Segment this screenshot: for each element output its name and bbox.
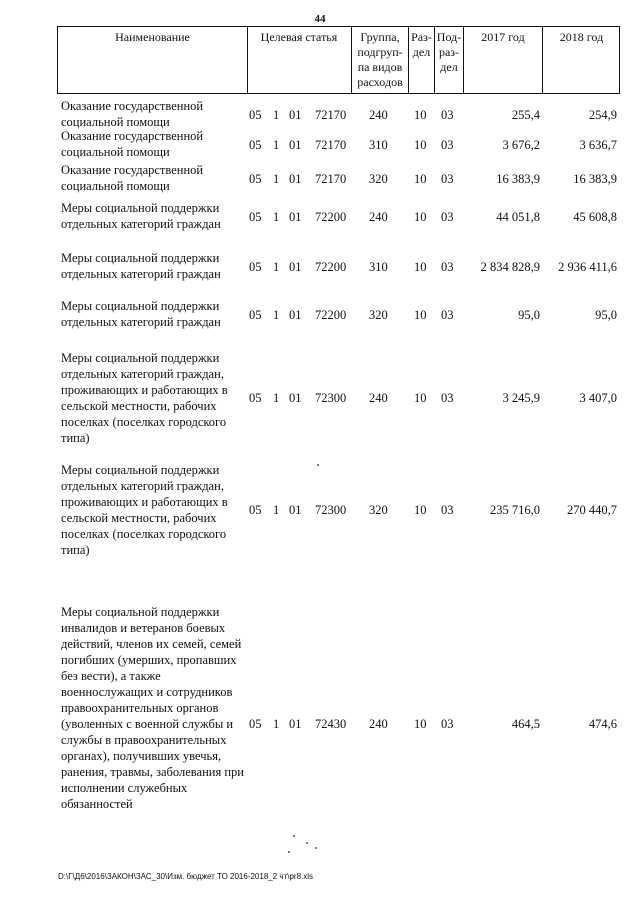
row-2017: 44 051,8 (496, 210, 540, 224)
row-subsection: 03 (441, 391, 454, 405)
row-a: 05 (249, 172, 262, 186)
row-2018: 270 440,7 (567, 503, 617, 517)
row-a: 05 (249, 108, 262, 122)
row-b: 1 (273, 308, 280, 322)
row-group: 240 (369, 717, 388, 731)
row-b: 1 (273, 210, 280, 224)
row-2017: 16 383,9 (496, 172, 540, 186)
row-a: 05 (249, 717, 262, 731)
table-row (0, 462, 640, 558)
row-section: 10 (414, 138, 427, 152)
row-a: 05 (249, 391, 262, 405)
row-section: 10 (414, 391, 427, 405)
table-row (0, 162, 640, 194)
row-name: Меры социальной поддержки отдельных категорий граждан, проживающих и работающих в сельской местности, рабочих поселках (поселках городского типа) (61, 351, 228, 445)
row-2017: 3 245,9 (502, 391, 540, 405)
table-row (0, 128, 640, 160)
row-2018: 254,9 (588, 108, 617, 122)
row-name: Меры социальной поддержки отдельных категорий граждан (61, 299, 221, 329)
row-name: Меры социальной поддержки отдельных категорий граждан (61, 251, 221, 281)
row-c: 01 (289, 108, 302, 122)
row-section: 10 (414, 308, 427, 322)
row-c: 01 (289, 138, 302, 152)
row-a: 05 (249, 138, 262, 152)
row-2018: 45 608,8 (573, 210, 617, 224)
row-c: 01 (289, 391, 302, 405)
row-section: 10 (414, 210, 427, 224)
table-row (0, 604, 640, 844)
scan-speck (288, 851, 290, 853)
row-2018: 3 407,0 (579, 391, 617, 405)
row-b: 1 (273, 503, 280, 517)
row-name: Меры социальной поддержки инвалидов и ветеранов боевых действий, членов их семей, семей погибших (умерших, пропавших без вести), а также военнослужащих и сотрудников правоохранительных органов (уволенных с военной службы и службы в правоохранительных органах), получивших увечья, ранения, травмы, заболевания при исполнении служебных обязанностей (61, 605, 244, 811)
row-group: 240 (369, 391, 388, 405)
row-2017: 3 676,2 (502, 138, 540, 152)
row-2018: 95,0 (595, 308, 617, 322)
footer-file-path: D:\Г\Д6\2016\ЗАКОН\ЗАС_30\Изм. бюджет ТО 2016-2018_2 чт\pr8.xls (58, 872, 314, 881)
row-section: 10 (414, 260, 427, 274)
row-a: 05 (249, 260, 262, 274)
row-d: 72300 (315, 503, 347, 517)
row-d: 72170 (315, 172, 347, 186)
row-b: 1 (273, 391, 280, 405)
row-c: 01 (289, 172, 302, 186)
row-group: 240 (369, 210, 388, 224)
header-group: Группа, подгруп-па видов расходов (357, 30, 403, 89)
row-2017: 235 716,0 (490, 503, 540, 517)
scan-speck (315, 847, 317, 849)
row-b: 1 (273, 172, 280, 186)
row-subsection: 03 (441, 308, 454, 322)
row-group: 320 (369, 308, 388, 322)
table-row (0, 200, 640, 234)
row-c: 01 (289, 503, 302, 517)
scan-speck (306, 842, 308, 844)
row-name: Оказание государственной социальной помощи (61, 163, 204, 193)
row-group: 240 (369, 108, 388, 122)
row-b: 1 (273, 138, 280, 152)
row-section: 10 (414, 172, 427, 186)
row-c: 01 (289, 260, 302, 274)
row-a: 05 (249, 503, 262, 517)
row-section: 10 (414, 503, 427, 517)
header-subsection: Под-раз-дел (436, 30, 462, 74)
row-name: Меры социальной поддержки отдельных категорий граждан (61, 201, 221, 231)
row-group: 320 (369, 503, 388, 517)
row-name: Оказание государственной социальной помощи (61, 129, 204, 159)
header-target-article: Целевая статья (260, 30, 338, 44)
row-2018: 3 636,7 (579, 138, 617, 152)
row-d: 72170 (315, 138, 347, 152)
row-group: 320 (369, 172, 388, 186)
row-d: 72170 (315, 108, 347, 122)
row-section: 10 (414, 717, 427, 731)
row-subsection: 03 (441, 172, 454, 186)
row-group: 310 (369, 138, 388, 152)
row-d: 72200 (315, 210, 347, 224)
header-2018: 2018 год (559, 30, 604, 44)
row-2017: 2 834 828,9 (480, 260, 540, 274)
row-section: 10 (414, 108, 427, 122)
table-row (0, 98, 640, 130)
table-row (0, 298, 640, 332)
row-2017: 464,5 (511, 717, 540, 731)
row-d: 72430 (315, 717, 347, 731)
row-b: 1 (273, 108, 280, 122)
scan-speck (293, 835, 295, 837)
table-row (0, 250, 640, 284)
row-name: Меры социальной поддержки отдельных категорий граждан, проживающих и работающих в сельской местности, рабочих поселках (поселках городского типа) (61, 463, 228, 557)
row-subsection: 03 (441, 108, 454, 122)
row-c: 01 (289, 210, 302, 224)
row-subsection: 03 (441, 210, 454, 224)
row-b: 1 (273, 717, 280, 731)
row-name: Оказание государственной социальной помощи (61, 99, 204, 129)
table-header (57, 26, 620, 94)
page-number: 44 (314, 13, 326, 25)
row-subsection: 03 (441, 260, 454, 274)
row-d: 72200 (315, 308, 347, 322)
row-group: 310 (369, 260, 388, 274)
row-2018: 474,6 (588, 717, 617, 731)
row-c: 01 (289, 308, 302, 322)
row-c: 01 (289, 717, 302, 731)
row-subsection: 03 (441, 138, 454, 152)
row-subsection: 03 (441, 717, 454, 731)
table-row (0, 350, 640, 446)
row-a: 05 (249, 308, 262, 322)
row-d: 72300 (315, 391, 347, 405)
row-subsection: 03 (441, 503, 454, 517)
row-b: 1 (273, 260, 280, 274)
row-2017: 255,4 (511, 108, 540, 122)
scan-speck (317, 464, 319, 466)
row-a: 05 (249, 210, 262, 224)
row-2017: 95,0 (518, 308, 540, 322)
header-section: Раз-дел (411, 30, 432, 59)
header-name: Наименование (115, 30, 190, 44)
header-2017: 2017 год (481, 30, 525, 44)
row-d: 72200 (315, 260, 347, 274)
row-2018: 2 936 411,6 (558, 260, 617, 274)
row-2018: 16 383,9 (573, 172, 617, 186)
